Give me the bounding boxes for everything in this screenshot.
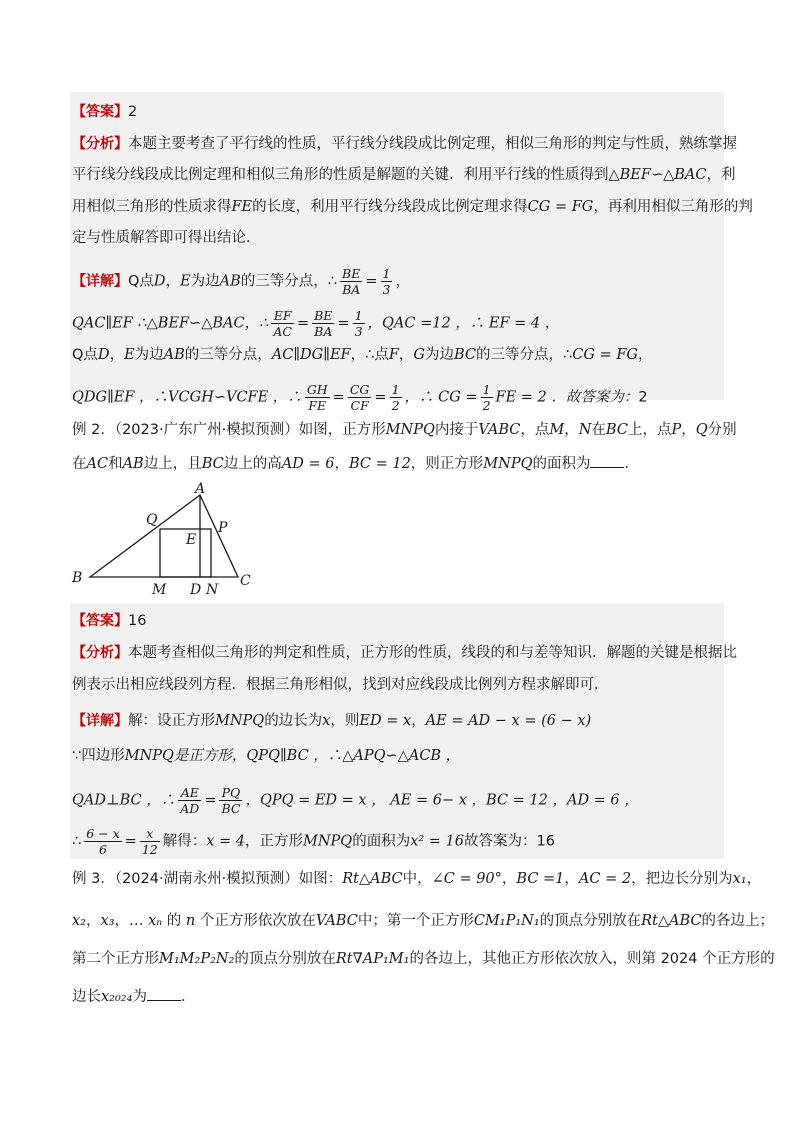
fraction: $\frac{BE}{BA}$ <box>314 308 333 339</box>
label-D: D <box>190 582 202 598</box>
math-expr: MNPQ <box>483 456 533 472</box>
math-expr: F <box>388 347 399 363</box>
detail-text: ，∴点 <box>350 347 389 363</box>
math-expr: Rt△ABC <box>342 871 403 887</box>
question-text: ，把边长分别为 <box>631 871 733 887</box>
question-text: 的各边上，其他正方形依次放入，则第 2024 个正方形的 <box>409 951 775 967</box>
ex2-question-line-2 <box>72 453 639 473</box>
math-expr: QAD⊥BC ，∴ <box>72 792 176 809</box>
question-text: 在 <box>591 422 606 438</box>
math-expr: ，QPQ = ED = x ， AE = 6− x ，BC = 12 ，AD = 6 ， <box>245 792 639 809</box>
question-text: 例 2．（2023·广东广州·模拟预测）如图，正方形 <box>72 422 386 438</box>
math-expr: E <box>180 273 191 290</box>
label-A: A <box>195 482 206 497</box>
math-expr: D <box>153 273 166 290</box>
math-expr: x = 4 <box>206 833 246 850</box>
ex2-detail-line-3 <box>72 785 639 816</box>
analysis-text: 用相似三角形的性质求得 <box>72 199 232 215</box>
ex2-detail-line-4 <box>72 826 555 857</box>
math-expr: MNPQ <box>215 713 265 729</box>
label-E: E <box>186 532 197 548</box>
question-text: 中；第一个正方形 <box>357 913 474 929</box>
ex1-detail-line-4 <box>72 382 648 413</box>
answer-value: 16 <box>128 613 147 629</box>
therefore-symbol: ∴ <box>72 833 82 850</box>
answer-tag: 【答案】 <box>72 613 128 629</box>
therefore-symbol: ∴ <box>327 273 338 290</box>
ex1-detail-line-3 <box>72 346 652 364</box>
fraction: $\frac{GH}{FE}$ <box>306 382 328 413</box>
math-expr: G <box>413 347 426 363</box>
question-text: ， <box>501 871 517 887</box>
math-expr: M <box>549 422 565 438</box>
question-text: 第二个正方形 <box>72 951 159 967</box>
detail-text: ， <box>395 273 410 290</box>
question-text: 的顶点分别放在 <box>234 951 336 967</box>
question-text: 边上，且 <box>143 456 202 472</box>
math-expr: AC∥DG∥EF <box>271 347 351 363</box>
math-expr: x₂ <box>72 913 86 929</box>
detail-text: ， <box>109 347 125 363</box>
ex3-question-line-2 <box>72 912 774 930</box>
question-text: ， <box>746 871 762 887</box>
math-expr: BC <box>201 456 224 472</box>
analysis-text: 例表示出相应线段列方程．根据三角形相似，找到对应线段成比例列方程求解即可． <box>72 677 609 693</box>
question-text: 的顶点分别放在 <box>539 913 642 929</box>
fraction: $\frac{1}{3}$ <box>382 266 391 297</box>
analysis-text: 本题主要考查了平行线的性质，平行线分线段成比例定理，相似三角形的判定与性质，熟练掌握 <box>128 136 737 152</box>
fraction: $\frac{EF}{AC}$ <box>273 308 292 339</box>
math-expr: x₃ <box>100 913 115 929</box>
analysis-text: 定与性质解答即可得出结论． <box>72 230 261 246</box>
question-text: ． <box>180 989 196 1005</box>
fraction: $\frac{CG}{CF}$ <box>349 382 370 413</box>
detail-text: ， <box>411 713 426 729</box>
math-expr: AD = 6 <box>281 456 335 472</box>
fraction: $\frac{1}{3}$ <box>354 308 363 339</box>
ex1-analysis-line-4 <box>72 229 261 247</box>
detail-text: 的三等分点， <box>240 273 328 290</box>
ex1-analysis-line-1 <box>72 135 737 153</box>
math-expr: FE <box>231 199 253 215</box>
math-expr: QDG∥EF ，∴VCGH∽VCFE ，∴ <box>72 389 302 406</box>
detail-text: ， <box>398 347 414 363</box>
math-expr: ED = x <box>359 713 412 729</box>
equals-sign: = <box>374 389 387 406</box>
equals-sign: = <box>365 273 378 290</box>
detail-tag: 【详解】 <box>72 273 128 290</box>
detail-text: 为边 <box>190 273 220 290</box>
fraction: $\frac{x}{12}$ <box>141 826 158 857</box>
analysis-tag: 【分析】 <box>72 645 128 661</box>
math-expr: ，QAC =12 ，∴ EF = 4 ， <box>367 315 560 332</box>
label-B: B <box>72 570 83 586</box>
question-text: 在 <box>72 456 87 472</box>
detail-text: Q点 <box>128 273 154 290</box>
triangle-abc <box>90 495 238 577</box>
label-Q: Q <box>146 512 158 528</box>
math-expr: … xₙ <box>129 913 163 929</box>
ex2-detail-line-2 <box>72 747 460 765</box>
math-expr: BC <box>605 422 628 438</box>
detail-text: 为边 <box>425 347 455 363</box>
fraction: $\frac{1}{2}$ <box>482 382 491 413</box>
answer-value: 2 <box>638 389 648 406</box>
math-expr: ∠C = 90° <box>431 871 502 887</box>
question-text: 和 <box>108 456 123 472</box>
math-expr: 是正方形，QPQ∥BC ，∴△APQ∽△ACB ， <box>173 748 461 764</box>
math-expr: CG = FG <box>527 199 594 215</box>
math-expr: MNPQ <box>124 748 174 764</box>
math-expr: M₁M₂P₂N₂ <box>159 951 235 967</box>
question-text: 个正方形依次放在 <box>199 913 316 929</box>
question-text: 分别 <box>707 422 737 438</box>
detail-tag: 【详解】 <box>72 713 128 729</box>
math-expr: AB <box>122 456 144 472</box>
answer-tag: 【答案】 <box>72 104 128 120</box>
question-text: 为 <box>132 989 147 1005</box>
question-text: ， <box>564 871 579 887</box>
label-M: M <box>152 582 167 598</box>
answer-blank[interactable] <box>590 453 624 468</box>
math-expr: BC =1 <box>516 871 565 887</box>
math-expr: Rt∇AP₁M₁ <box>335 951 410 967</box>
math-expr: x₁ <box>732 871 747 887</box>
math-expr: AB <box>163 347 185 363</box>
detail-text: ，正方形 <box>245 833 304 850</box>
math-expr: x₂₀₂₄ <box>101 989 133 1005</box>
ex3-question-line-1 <box>72 870 761 888</box>
math-expr: x <box>322 713 331 729</box>
question-text: 边上的高 <box>223 456 282 472</box>
label-P: P <box>218 520 228 536</box>
fraction: $\frac{1}{2}$ <box>391 382 400 413</box>
math-expr: △BEF∽△BAC <box>608 167 707 183</box>
math-expr: AB <box>219 273 241 290</box>
question-text: ， <box>334 456 349 472</box>
analysis-text: 的长度，利用平行线分线段成比例定理求得 <box>252 199 528 215</box>
detail-text: 的面积为 <box>352 833 411 850</box>
math-expr: x² = 16 <box>410 833 465 850</box>
analysis-tag: 【分析】 <box>72 136 128 152</box>
ex2-answer-line <box>72 612 146 630</box>
ex2-question-line-1 <box>72 421 737 439</box>
detail-text: 的边长为 <box>264 713 323 729</box>
ex3-question-line-4 <box>72 986 195 1006</box>
detail-text: ∵四边形 <box>72 748 125 764</box>
question-text: 的各边上； <box>701 913 775 929</box>
fraction: $\frac{6 - x}{6}$ <box>86 826 120 857</box>
question-text: ， <box>86 913 101 929</box>
equals-sign: = <box>124 833 137 850</box>
ex3-question-line-3 <box>72 950 775 968</box>
detail-text: ， <box>165 273 181 290</box>
detail-text: Q点 <box>72 347 98 363</box>
equals-sign: = <box>204 792 217 809</box>
detail-text: 的三等分点，∴ <box>476 347 573 363</box>
detail-text: ， <box>637 347 653 363</box>
ex1-answer-line <box>72 103 137 121</box>
math-expr: n <box>185 913 196 929</box>
question-text: ． <box>624 456 639 472</box>
ex1-analysis-line-2 <box>72 166 735 184</box>
analysis-text: ，再利用相似三角形的判 <box>593 199 753 215</box>
math-expr: N <box>578 422 592 438</box>
math-expr: VABC <box>478 422 521 438</box>
math-expr: BC = 12 <box>348 456 411 472</box>
question-text: 中， <box>402 871 432 887</box>
fraction: $\frac{BE}{BA}$ <box>342 266 361 297</box>
ex1-analysis-line-3 <box>72 198 753 216</box>
triangle-figure <box>66 482 266 598</box>
answer-panel-ex2 <box>70 603 724 859</box>
question-text: ， <box>114 913 129 929</box>
math-expr: BC <box>454 347 477 363</box>
question-text: ，点 <box>520 422 550 438</box>
fraction: $\frac{PQ}{BC}$ <box>221 785 241 816</box>
question-text: ，则正方形 <box>410 456 484 472</box>
math-expr: AC <box>86 456 109 472</box>
question-text: ， <box>564 422 579 438</box>
label-C: C <box>240 573 251 589</box>
label-N: N <box>206 582 219 598</box>
ex1-detail-line-1 <box>72 266 410 297</box>
math-expr: E <box>124 347 135 363</box>
math-expr: CG = FG <box>572 347 638 363</box>
math-expr: MNPQ <box>385 422 435 438</box>
detail-text: 故答案为：16 <box>464 833 555 850</box>
answer-blank[interactable] <box>147 986 181 1001</box>
analysis-text: 本题考查相似三角形的判定和性质，正方形的性质，线段的和与差等知识．解题的关键是根据比 <box>128 645 737 661</box>
answer-value: 2 <box>128 104 138 120</box>
detail-text: 解：设正方形 <box>128 713 215 729</box>
math-expr: AC = 2 <box>578 871 632 887</box>
math-expr: QAC∥EF <box>72 315 133 332</box>
math-expr: Q <box>695 422 708 438</box>
detail-text: 的三等分点， <box>184 347 272 363</box>
question-text: 例 3．（2024·湖南永州·模拟预测）如图： <box>72 871 343 887</box>
equals-sign: = <box>337 315 350 332</box>
equals-sign: = <box>332 389 345 406</box>
math-expr: Rt△ABC <box>641 913 702 929</box>
question-text: 上，点 <box>627 422 672 438</box>
analysis-text: 平行线分线段成比例定理和相似三角形的性质是解题的关键．利用平行线的性质得到 <box>72 167 609 183</box>
math-expr: VABC <box>315 913 358 929</box>
ex2-analysis-line-1 <box>72 644 737 662</box>
ex2-detail-line-1 <box>72 712 591 730</box>
math-expr: P <box>671 422 682 438</box>
ex1-detail-line-2 <box>72 308 559 339</box>
detail-text: 解得： <box>162 833 207 850</box>
fraction: $\frac{AE}{AD}$ <box>180 785 200 816</box>
detail-text: 为边 <box>134 347 164 363</box>
analysis-text: ，利 <box>706 167 736 183</box>
math-expr: AE = AD − x = (6 − x) <box>425 713 592 729</box>
question-text: 的面积为 <box>532 456 591 472</box>
math-expr: CM₁P₁N₁ <box>473 913 540 929</box>
ex2-analysis-line-2 <box>72 676 609 694</box>
math-expr: MNPQ <box>303 833 353 850</box>
math-expr: ∴△BEF∽△BAC，∴ <box>137 315 269 332</box>
detail-text: ，则 <box>330 713 360 729</box>
question-text: 边长 <box>72 989 101 1005</box>
question-text: ， <box>681 422 696 438</box>
question-text: 内接于 <box>434 422 479 438</box>
math-expr: D <box>97 347 110 363</box>
question-text: 的 <box>166 913 182 929</box>
math-expr: ，∴ CG = <box>404 389 478 406</box>
math-expr: FE = 2 ．故答案为： <box>495 389 639 406</box>
equals-sign: = <box>296 315 310 332</box>
